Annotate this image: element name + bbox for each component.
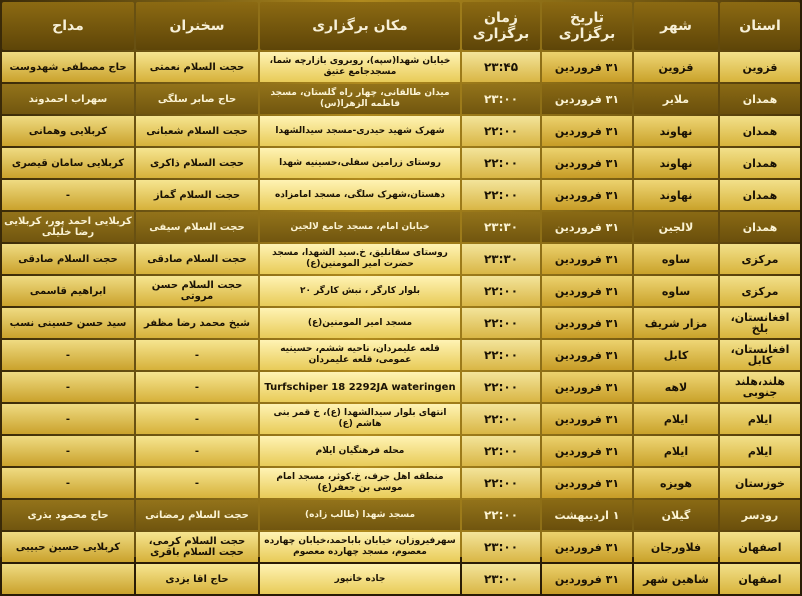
table-row (2, 308, 800, 338)
cell-speaker: حجت السلام نعمتی (136, 52, 258, 82)
table-row (2, 116, 800, 146)
cell-place: Turfschiper 18 2292JA wateringen (260, 372, 460, 402)
table-body (2, 52, 800, 594)
cell-date: ۳۱ فروردین (542, 436, 632, 466)
header-maddah: مداح (2, 2, 134, 50)
table-row (2, 212, 800, 242)
cell-city: لالجین (634, 212, 718, 242)
cell-city: فلاورجان (634, 532, 718, 562)
cell-speaker: حجت السلام شعبانی (136, 116, 258, 146)
cell-maddah: - (2, 436, 134, 466)
cell-maddah: - (2, 404, 134, 434)
cell-province: همدان (720, 116, 800, 146)
cell-time: ۲۲:۰۰ (462, 500, 540, 530)
cell-city: ملایر (634, 84, 718, 114)
cell-date: ۳۱ فروردین (542, 276, 632, 306)
cell-speaker: حجت السلام ذاکری (136, 148, 258, 178)
cell-date: ۳۱ فروردین (542, 340, 632, 370)
header-date: تاریخ برگزاری (542, 2, 632, 50)
cell-province: افغانستان، بلخ (720, 308, 800, 338)
table-row (2, 148, 800, 178)
cell-date: ۳۱ فروردین (542, 532, 632, 562)
cell-place: مسجد امیر المومنین(ع) (260, 308, 460, 338)
cell-maddah: حاج محمود بذری (2, 500, 134, 530)
cell-province: ایلام (720, 404, 800, 434)
cell-speaker: - (136, 436, 258, 466)
cell-speaker: - (136, 372, 258, 402)
cell-time: ۲۲:۰۰ (462, 148, 540, 178)
table-row (2, 244, 800, 274)
cell-speaker: حجت السلام حسن مروتی (136, 276, 258, 306)
cell-time: ۲۳:۴۵ (462, 52, 540, 82)
cell-province: همدان (720, 180, 800, 210)
table-row (2, 340, 800, 370)
table-row (2, 500, 800, 530)
cell-maddah (2, 564, 134, 594)
cell-city: لاهه (634, 372, 718, 402)
cell-maddah: کربلایی احمد پور، کربلایی رضا خلیلی (2, 212, 134, 242)
cell-date: ۳۱ فروردین (542, 468, 632, 498)
cell-city: ساوه (634, 244, 718, 274)
cell-date: ۱ اردیبهشت (542, 500, 632, 530)
cell-time: ۲۳:۰۰ (462, 84, 540, 114)
header-city: شهر (634, 2, 718, 50)
cell-date: ۳۱ فروردین (542, 148, 632, 178)
cell-speaker: حاج صابر سلگی (136, 84, 258, 114)
cell-speaker: - (136, 340, 258, 370)
cell-city: هویزه (634, 468, 718, 498)
cell-time: ۲۳:۰۰ (462, 532, 540, 562)
table-row (2, 468, 800, 498)
cell-province: رودسر (720, 500, 800, 530)
cell-province: همدان (720, 84, 800, 114)
header-province: استان (720, 2, 800, 50)
cell-province: ایلام (720, 436, 800, 466)
cell-place: خیابان امام، مسجد جامع لالجین (260, 212, 460, 242)
cell-time: ۲۲:۰۰ (462, 180, 540, 210)
cell-time: ۲۲:۰۰ (462, 340, 540, 370)
cell-province: همدان (720, 212, 800, 242)
cell-date: ۳۱ فروردین (542, 372, 632, 402)
cell-place: منطقه اهل جرف، خ.کوثر، مسجد امام موسی بن جعفر(ع) (260, 468, 460, 498)
cell-city: نهاوند (634, 180, 718, 210)
cell-province: افغانستان، کابل (720, 340, 800, 370)
table-row (2, 404, 800, 434)
cell-place: روستای سقانلیق، خ.سید الشهدا، مسجد حضرت امیر المومنین(ع) (260, 244, 460, 274)
cell-province: اصفهان (720, 532, 800, 562)
table-row (2, 84, 800, 114)
table-row (2, 52, 800, 82)
cell-time: ۲۲:۰۰ (462, 276, 540, 306)
cell-speaker: حجت السلام صادقی (136, 244, 258, 274)
cell-speaker: حاج اقا یزدی (136, 564, 258, 594)
cell-maddah: حجت السلام صادقی (2, 244, 134, 274)
table-row (2, 436, 800, 466)
cell-maddah: کربلایی حسین حبیبی (2, 532, 134, 562)
table-row (2, 276, 800, 306)
cell-city: ایلام (634, 404, 718, 434)
cell-province: هلند،هلند جنوبی (720, 372, 800, 402)
table-header-row (2, 2, 800, 50)
cell-maddah: سهراب احمدوند (2, 84, 134, 114)
cell-city: کابل (634, 340, 718, 370)
cell-maddah: ابراهیم قاسمی (2, 276, 134, 306)
cell-city: مزار شریف (634, 308, 718, 338)
cell-maddah: - (2, 468, 134, 498)
cell-date: ۳۱ فروردین (542, 404, 632, 434)
cell-date: ۳۱ فروردین (542, 84, 632, 114)
cell-speaker: حجت السلام رمضانی (136, 500, 258, 530)
cell-time: ۲۲:۰۰ (462, 468, 540, 498)
table-row (2, 372, 800, 402)
cell-city: شاهین شهر (634, 564, 718, 594)
cell-city: گیلان (634, 500, 718, 530)
table-row (2, 532, 800, 562)
cell-speaker: حجت السلام کرمی، حجت السلام باقری (136, 532, 258, 562)
cell-speaker: حجت السلام سیفی (136, 212, 258, 242)
cell-speaker: حجت السلام گماز (136, 180, 258, 210)
cell-maddah: کربلایی وهمانی (2, 116, 134, 146)
cell-place: سهرفیروزان، خیابان باباحمد،خیابان چهارده معصوم، مسجد چهارده معصوم (260, 532, 460, 562)
cell-time: ۲۳:۳۰ (462, 244, 540, 274)
cell-maddah: - (2, 372, 134, 402)
cell-city: قزوین (634, 52, 718, 82)
table-row (2, 564, 800, 594)
cell-date: ۳۱ فروردین (542, 244, 632, 274)
cell-place: قلعه علیمردان، ناحیه ششم، حسینیه عمومی، قلعه علیمردان (260, 340, 460, 370)
cell-date: ۳۱ فروردین (542, 308, 632, 338)
cell-time: ۲۲:۰۰ (462, 404, 540, 434)
cell-time: ۲۳:۳۰ (462, 212, 540, 242)
cell-speaker: - (136, 468, 258, 498)
cell-time: ۲۳:۰۰ (462, 564, 540, 594)
cell-province: قزوین (720, 52, 800, 82)
cell-place: خیابان شهدا(سپه)، روبروی بازارچه شما، مسجدجامع عتیق (260, 52, 460, 82)
cell-place: مسجد شهدا (طالب زاده) (260, 500, 460, 530)
table-row (2, 180, 800, 210)
cell-province: مرکزی (720, 276, 800, 306)
cell-speaker: - (136, 404, 258, 434)
cell-maddah: - (2, 340, 134, 370)
header-place: مکان برگزاری (260, 2, 460, 50)
cell-place: دهستان،شهرک سلگی، مسجد امامزاده (260, 180, 460, 210)
cell-city: ایلام (634, 436, 718, 466)
cell-place: انتهای بلوار سیدالشهدا (ع)، خ قمر بنی هاشم (ع) (260, 404, 460, 434)
header-time: زمان برگزاری (462, 2, 540, 50)
cell-city: ساوه (634, 276, 718, 306)
cell-province: اصفهان (720, 564, 800, 594)
cell-time: ۲۲:۰۰ (462, 436, 540, 466)
cell-date: ۳۱ فروردین (542, 116, 632, 146)
cell-place: محله فرهنگیان ایلام (260, 436, 460, 466)
cell-maddah: کربلایی سامان قیصری (2, 148, 134, 178)
cell-city: نهاوند (634, 148, 718, 178)
cell-date: ۳۱ فروردین (542, 212, 632, 242)
cell-date: ۳۱ فروردین (542, 180, 632, 210)
cell-place: بلوار کارگر ، نبش کارگر ۲۰ (260, 276, 460, 306)
cell-time: ۲۲:۰۰ (462, 308, 540, 338)
header-speaker: سخنران (136, 2, 258, 50)
cell-time: ۲۲:۰۰ (462, 372, 540, 402)
cell-maddah: سید حسن حسینی نسب (2, 308, 134, 338)
cell-time: ۲۲:۰۰ (462, 116, 540, 146)
cell-city: نهاوند (634, 116, 718, 146)
cell-place: جاده خانپور (260, 564, 460, 594)
cell-date: ۳۱ فروردین (542, 564, 632, 594)
cell-place: روستای زرامین سفلی،حسینیه شهدا (260, 148, 460, 178)
cell-province: خوزستان (720, 468, 800, 498)
cell-speaker: شیخ محمد رضا مظفر (136, 308, 258, 338)
cell-date: ۳۱ فروردین (542, 52, 632, 82)
cell-maddah: - (2, 180, 134, 210)
cell-place: شهرک شهید حیدری-مسجد سیدالشهدا (260, 116, 460, 146)
cell-province: مرکزی (720, 244, 800, 274)
cell-province: همدان (720, 148, 800, 178)
cell-maddah: حاج مصطفی شهدوست (2, 52, 134, 82)
cell-place: میدان طالقانی، چهار راه گلستان، مسجد فاطمه الزهرا(س) (260, 84, 460, 114)
